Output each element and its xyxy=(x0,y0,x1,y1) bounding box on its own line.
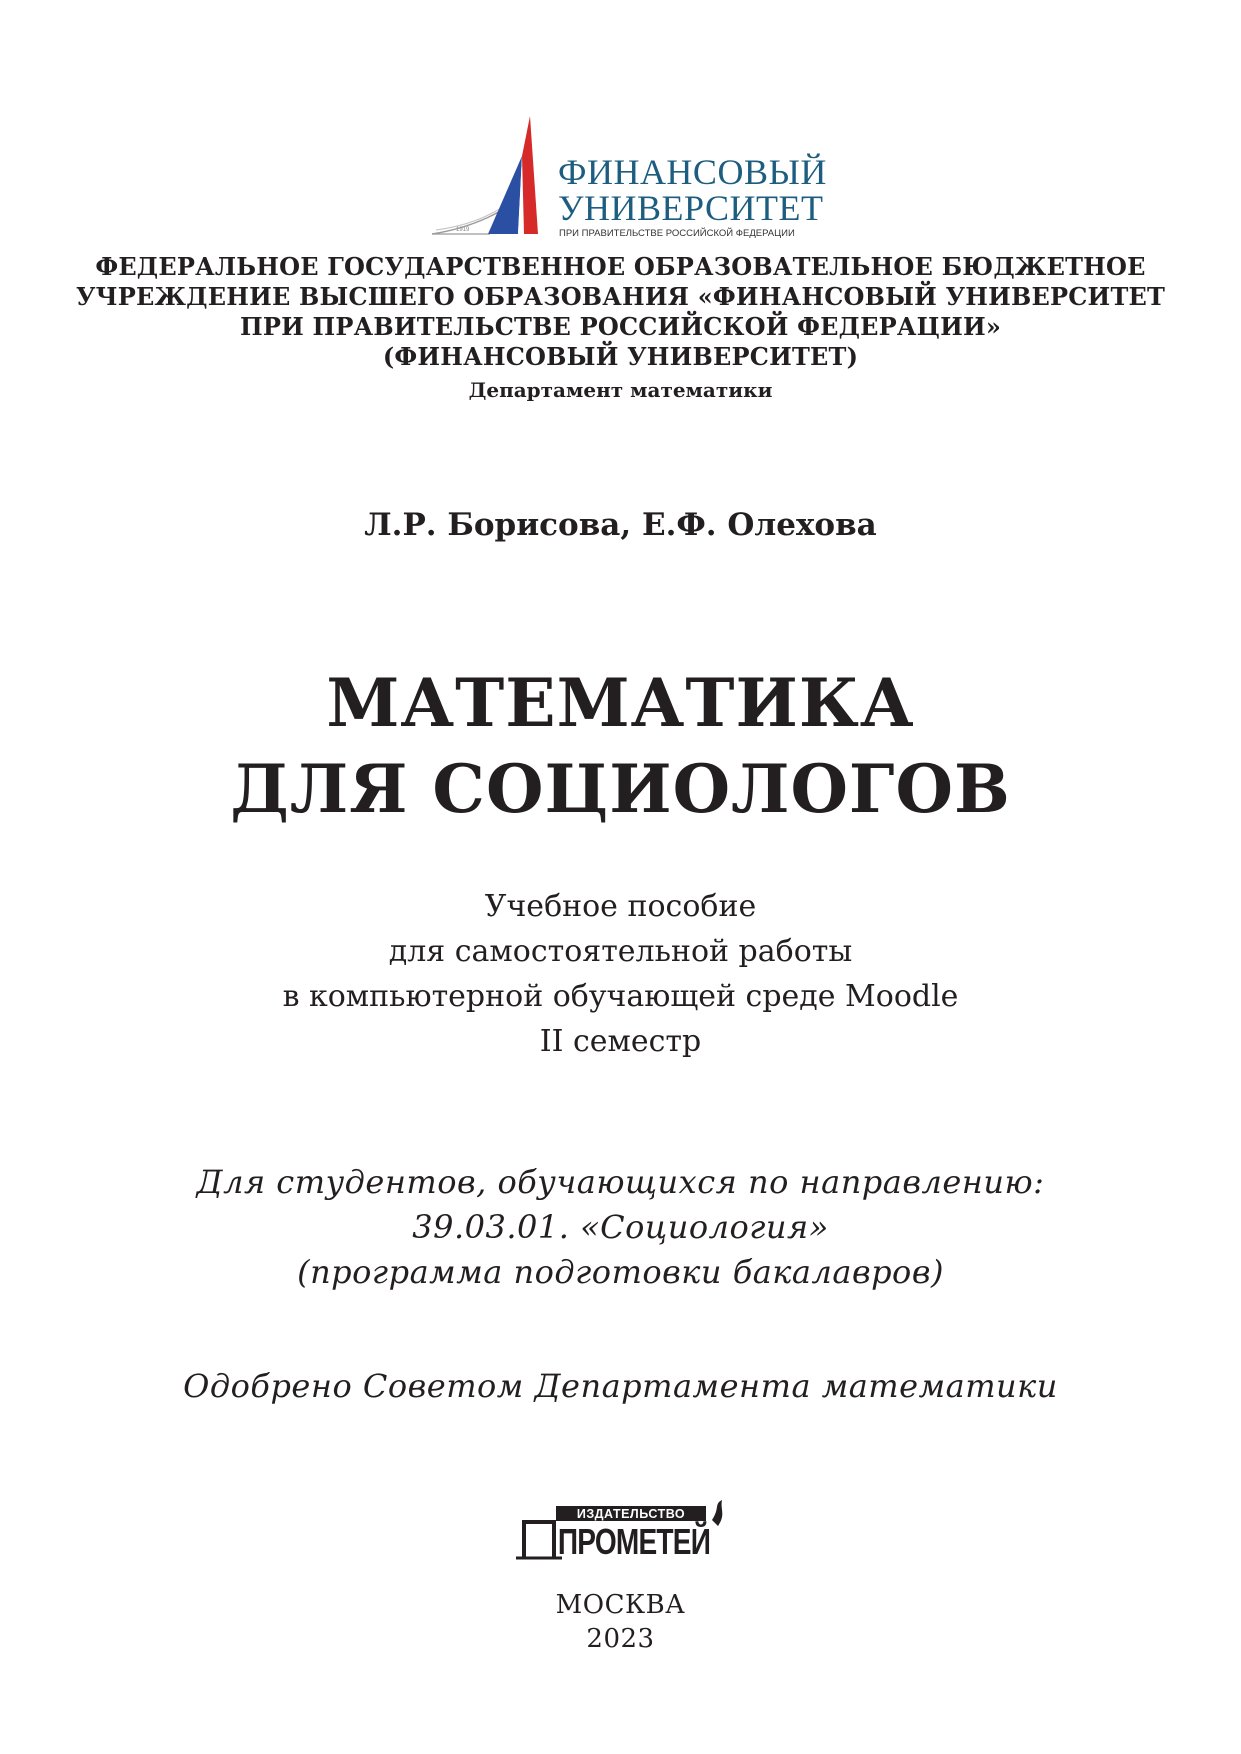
subtitle-line: II семестр xyxy=(539,1024,702,1059)
publisher-top-label: ИЗДАТЕЛЬСТВО xyxy=(576,1507,686,1521)
institution-line: (ФИНАНСОВЫЙ УНИВЕРСИТЕТ) xyxy=(382,342,859,371)
audience-line: 39.03.01. «Социология» xyxy=(412,1208,829,1246)
publisher-name: ПРОМЕТЕЙ xyxy=(557,1521,711,1562)
logo-subline: ПРИ ПРАВИТЕЛЬСТВЕ РОССИЙСКОЙ ФЕДЕРАЦИИ xyxy=(559,228,795,239)
subtitle-line: Учебное пособие xyxy=(484,889,757,924)
institution-name xyxy=(0,252,1241,372)
flame-icon xyxy=(712,1500,722,1526)
institution-line: УЧРЕЖДЕНИЕ ВЫСШЕГО ОБРАЗОВАНИЯ «ФИНАНСОВЫЙ УНИВЕРСИТЕТ xyxy=(75,282,1166,311)
book-title xyxy=(0,660,1241,832)
title-line: ДЛЯ СОЦИОЛОГОВ xyxy=(230,750,1011,828)
subtitle-line: для самостоятельной работы xyxy=(388,934,853,969)
department-name: Департамент математики xyxy=(468,378,773,402)
subtitle-line: в компьютерной обучающей среде Moodle xyxy=(282,979,959,1014)
audience-line: Для студентов, обучающихся по направлению: xyxy=(196,1163,1045,1201)
book-subtitle xyxy=(0,884,1241,1064)
logo-text-line-1: ФИНАНСОВЫЙ xyxy=(558,152,827,192)
target-audience xyxy=(0,1160,1241,1295)
university-logo xyxy=(430,116,827,240)
publication-city: МОСКВА xyxy=(555,1590,686,1620)
institution-line: ПРИ ПРАВИТЕЛЬСТВЕ РОССИЙСКОЙ ФЕДЕРАЦИИ» xyxy=(239,312,1002,341)
publication-year: 2023 xyxy=(586,1624,655,1654)
logo-year: 1919 xyxy=(456,227,470,233)
approval-note: Одобрено Советом Департамента математики xyxy=(183,1367,1058,1405)
institution-line: ФЕДЕРАЛЬНОЕ ГОСУДАРСТВЕННОЕ ОБРАЗОВАТЕЛЬНОЕ БЮДЖЕТНОЕ xyxy=(95,252,1146,281)
audience-line: (программа подготовки бакалавров) xyxy=(297,1253,944,1291)
logo-text-line-2: УНИВЕРСИТЕТ xyxy=(558,188,824,228)
authors: Л.Р. Борисова, Е.Ф. Олехова xyxy=(364,507,877,543)
university-emblem-icon xyxy=(430,116,550,240)
publisher-logo xyxy=(516,1500,726,1570)
title-line: МАТЕМАТИКА xyxy=(326,664,915,742)
